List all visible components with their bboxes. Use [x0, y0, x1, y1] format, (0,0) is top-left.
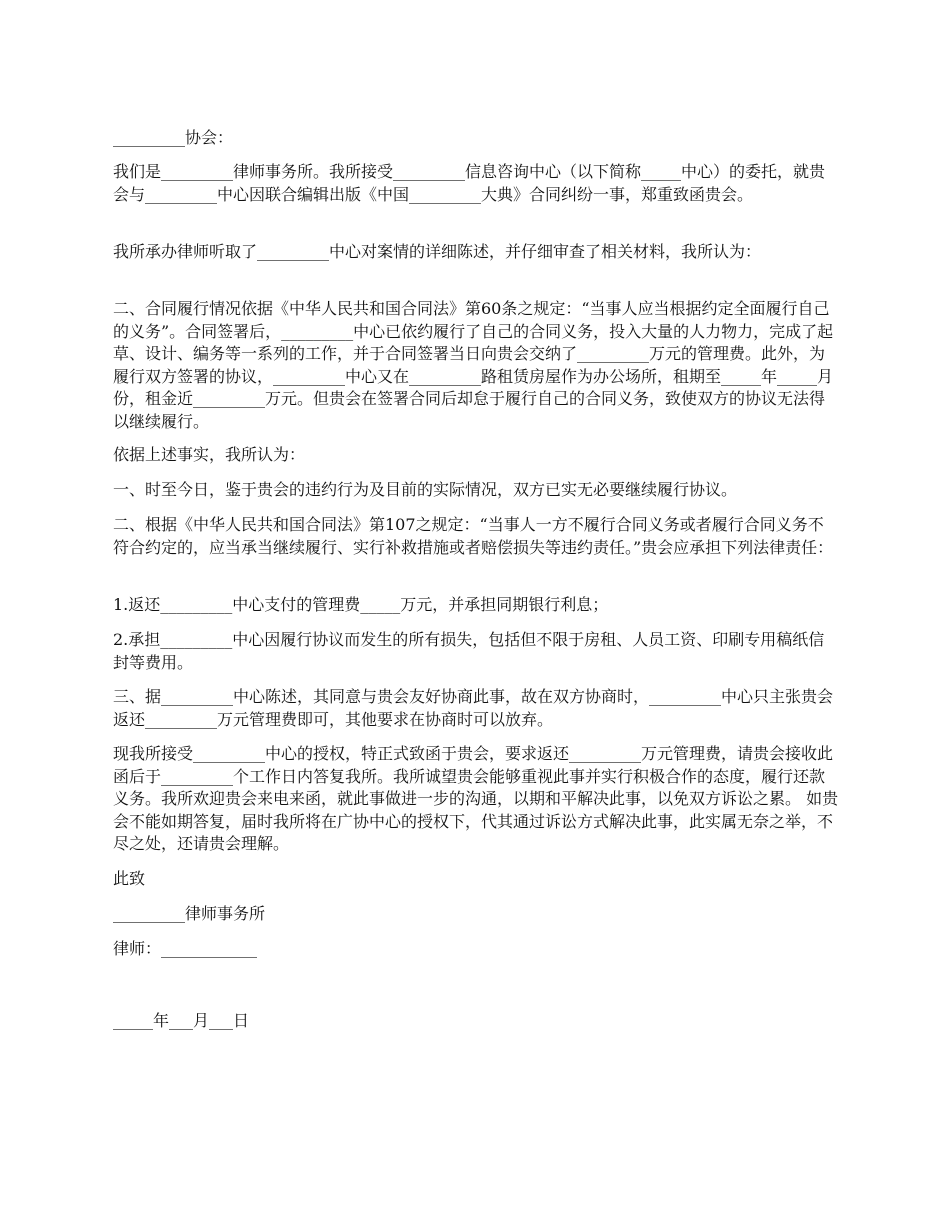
- paragraph-point-two: 二、根据《中华人民共和国合同法》第107之规定：“当事人一方不履行合同义务或者履行合同义务不符合约定的，应当承当继续履行、实行补救措施或者赔偿损失等违约责任。”贵会应承担下列法律责任：: [113, 515, 834, 557]
- paragraph-review: 我所承办律师听取了_________中心对案情的详细陈述，并仔细审查了相关材料，我所认为：: [113, 242, 762, 261]
- signature-date: _____年___月___日: [113, 1011, 250, 1030]
- liability-item-1: 1.返还_________中心支付的管理费_____万元，并承担同期银行利息；: [113, 595, 609, 614]
- paragraph-request: 现我所接受_________中心的授权，特正式致函于贵会，要求返还_________万元管理费，请贵会接收此函后于_________个工作日内答复我所。我所诚望贵会能够重视此事并实行积极合作的态度，履行还款义务。我所欢迎贵会来电来函，就此事做进一步的沟通，以期和平解决此事，以免双方诉讼之累。 如贵会不能如期答复，届时我所将在广协中心的授权下，代其通过诉讼方式解决此事，此实属无奈之举，不尽之处，还请贵会理解。: [113, 744, 839, 853]
- paragraph-conclusion-intro: 依据上述事实，我所认为：: [113, 445, 306, 464]
- closing: 此致: [113, 869, 146, 888]
- paragraph-point-one: 一、时至今日，鉴于贵会的违约行为及目前的实际情况，双方已实无必要继续履行协议。: [113, 480, 738, 499]
- paragraph-performance: 二、合同履行情况依据《中华人民共和国合同法》第60条之规定：“当事人应当根据约定全面履行自己的义务”。合同签署后，_________中心已依约履行了自己的合同义务，投入大量的人力物力，完成了起草、设计、编务等一系列的工作，并于合同签署当日向贵会交纳了_________万元的管理费。此外，为履行双方签署的协议，_________中心又在_________路租赁房屋作为办公场所，租期至_____年_____月份，租金近_________万元。但贵会在签署合同后却怠于履行自己的合同义务，致使双方的协议无法得以继续履行。: [113, 299, 834, 431]
- signature-lawyer: 律师：____________: [113, 939, 258, 958]
- salutation: _________协会：: [113, 128, 234, 147]
- paragraph-intro: 我们是_________律师事务所。我所接受_________信息咨询中心（以下简称_____中心）的委托，就贵会与_________中心因联合编辑出版《中国_________大典》合同纠纷一事，郑重致函贵会。: [113, 162, 826, 204]
- paragraph-point-three: 三、据_________中心陈述，其同意与贵会友好协商此事，故在双方协商时，_________中心只主张贵会返还_________万元管理费即可，其他要求在协商时可以放弃。: [113, 687, 834, 729]
- liability-item-2: 2.承担_________中心因履行协议而发生的所有损失，包括但不限于房租、人员工资、印刷专用稿纸信封等费用。: [113, 630, 825, 672]
- signature-firm: _________律师事务所: [113, 904, 266, 923]
